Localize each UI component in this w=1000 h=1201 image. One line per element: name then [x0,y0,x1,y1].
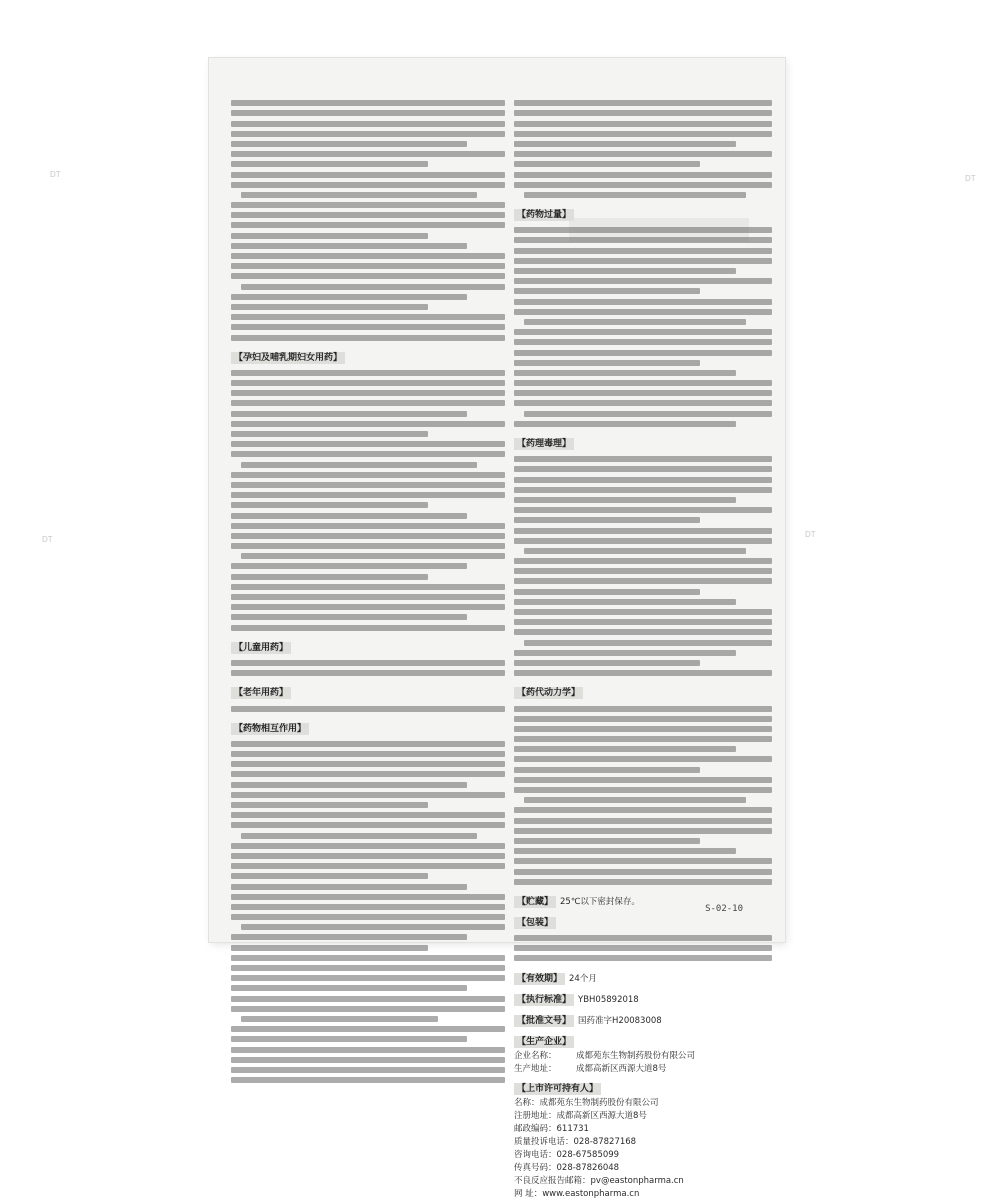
left-intro-text-line [231,161,428,167]
left-section-3-text-line [231,1006,505,1012]
right-intro-text-line [514,182,772,188]
right-section-3-value: 25℃以下密封保存。 [560,896,640,907]
left-section-2-heading: 【老年用药】 [231,687,291,699]
mah-fax-label: 传真号码： [514,1162,557,1173]
left-section-3-text-line [231,1057,505,1063]
right-section-0-text-line [514,299,772,305]
right-section-4-text-line [514,935,772,941]
right-section-0-text-line [524,319,746,325]
left-section-0-text-line [231,482,505,488]
left-section-0-heading: 【孕妇及哺乳期妇女用药】 [231,352,345,364]
right-section-0-text-line [524,411,772,417]
address-row [514,1063,772,1076]
left-section-0-text-line [231,523,505,529]
left-section-0-text-line [231,614,467,620]
right-section-0-text-line [514,370,736,376]
right-section-7-heading: 【批准文号】 [514,1015,574,1027]
right-section-1-heading: 【药理毒理】 [514,438,574,450]
right-section-1-text-line [514,528,772,534]
right-section-2-text-line [514,869,772,875]
right-intro-text-line [514,131,772,137]
right-section-0-text-line [514,227,772,233]
right-section-2-text-line [514,756,772,762]
right-section-0-text-line [514,329,772,335]
left-section-3-text-line [231,904,505,910]
left-section-3-text-line [241,1016,438,1022]
left-intro-text-line [231,304,428,310]
right-section-2-text-line [514,828,772,834]
left-section-0-text-line [231,533,505,539]
left-section-3-text-line [241,833,477,839]
watermark-left: DT [50,170,61,179]
mah-consult-phone-row [514,1149,772,1162]
left-intro-text-line [231,314,505,320]
right-section-0-text-line [514,400,772,406]
left-intro-text-line [231,263,505,269]
mah-name-label: 名称： [514,1097,540,1108]
mah-complaint-phone-value: 028-87827168 [573,1136,637,1147]
left-intro-text-line [231,294,467,300]
right-section-6-heading: 【执行标准】 [514,994,574,1006]
mah-address-label: 注册地址： [514,1110,557,1121]
left-intro-text-line [231,151,505,157]
right-section-1-text-line [514,558,772,564]
mah-email-row [514,1175,772,1188]
right-section-1-text-line [514,538,772,544]
right-section-2-text-line [524,797,746,803]
left-section-3-text-line [231,843,505,849]
left-section-3-text-line [231,853,505,859]
right-intro-text-line [524,192,746,198]
left-section-3-text-line [231,1026,505,1032]
address-label: 生产地址： [514,1063,557,1074]
mah-email-label: 不良反应报告邮箱： [514,1175,591,1186]
left-intro-text-line [231,253,505,259]
left-section-3-text-line [231,741,505,747]
left-intro-text-line [231,202,505,208]
left-section-3-text-line [231,782,467,788]
left-section-0-text-line [231,574,428,580]
left-section-0-text-line [231,390,505,396]
left-section-3-text-line [231,894,505,900]
left-section-3-text-line [231,945,428,951]
left-intro-text-line [241,192,477,198]
right-section-0-text-line [514,237,772,243]
left-section-3-text-line [231,751,505,757]
leaflet-sheet [209,58,785,1199]
right-section-1-text-line [514,466,772,472]
watermark-left-2: DT [42,535,53,544]
right-section-0-text-line [514,339,772,345]
mah-block [514,1076,772,1201]
left-intro-text-line [231,182,505,188]
mah-fax-row [514,1162,772,1175]
right-section-2-text-line [514,767,700,773]
mah-name-value: 成都苑东生物制药股份有限公司 [539,1097,659,1108]
mah-email-value: pv@eastonpharma.cn [590,1175,684,1186]
right-section-1-text-line [514,619,772,625]
left-section-3-text-line [231,1067,505,1073]
right-section-1-text-line [524,640,772,646]
company-name: 成都苑东生物制药股份有限公司 [576,1050,696,1061]
watermark-right: DT [965,174,976,183]
left-intro-text-line [231,141,467,147]
left-section-0-text-line [231,370,505,376]
right-intro-text-line [514,100,772,106]
left-section-0-text-line [231,502,428,508]
left-section-3-heading: 【药物相互作用】 [231,723,309,735]
right-section-2-text-line [514,848,736,854]
mah-complaint-phone-label: 质量投诉电话： [514,1136,574,1147]
left-section-3-text-line [231,914,505,920]
right-section-1-text-line [514,609,772,615]
left-section-1-text-line [231,670,505,676]
right-section-1-text-line [514,660,700,666]
mah-complaint-phone-row [514,1136,772,1149]
manufacturer-heading: 【生产企业】 [514,1036,574,1048]
right-section-4-text-line [514,945,772,951]
left-intro-text-line [231,335,505,341]
mah-address-value: 成都高新区西源大道8号 [556,1110,647,1121]
left-column [231,96,505,1087]
right-section-2-text-line [514,777,772,783]
left-section-3-text-line [231,792,505,798]
mah-postcode-label: 邮政编码： [514,1123,557,1134]
left-section-0-text-line [231,380,505,386]
left-intro-text-line [231,172,505,178]
right-intro-text-line [514,121,772,127]
left-section-3-text-line [231,863,505,869]
right-section-0-text-line [514,421,736,427]
right-section-1-text-line [514,487,772,493]
mah-postcode-row [514,1123,772,1136]
left-section-0-text-line [241,462,477,468]
left-section-3-text-line [231,884,467,890]
right-section-0-text-line [514,360,700,366]
right-section-0-text-line [514,288,700,294]
left-section-0-text-line [231,594,505,600]
left-section-0-text-line [231,441,505,447]
left-section-0-text-line [231,451,505,457]
mah-fax-value: 028-87826048 [556,1162,620,1173]
right-section-2-text-line [514,716,772,722]
right-section-0-text-line [514,258,772,264]
right-section-2-text-line [514,858,772,864]
right-section-3-heading: 【贮藏】 [514,896,556,908]
right-section-1-text-line [514,670,772,676]
left-section-3-text-line [231,812,505,818]
left-section-3-text-line [231,873,428,879]
right-intro-text-line [514,172,772,178]
address-value: 成都高新区西源大道8号 [576,1063,667,1074]
left-section-3-text-line [231,985,467,991]
right-section-0-text-line [514,390,772,396]
mah-website-label: 网 址： [514,1188,543,1199]
right-intro-text-line [514,161,700,167]
left-section-2-text-line [231,706,505,712]
right-section-1-text-line [514,568,772,574]
left-intro-text-line [231,222,505,228]
left-section-0-text-line [231,400,505,406]
left-intro-text-line [241,284,505,290]
left-section-3-text-line [231,802,428,808]
left-section-3-text-line [231,965,505,971]
right-section-0-text-line [514,380,772,386]
mah-address-row [514,1110,772,1123]
left-section-0-text-line [231,584,505,590]
mah-website-row [514,1188,772,1201]
right-section-2-text-line [514,879,772,885]
right-section-2-text-line [514,746,736,752]
right-section-1-text-line [514,517,700,523]
right-section-1-text-line [524,548,746,554]
right-section-0-text-line [514,248,772,254]
left-section-3-text-line [231,761,505,767]
right-section-2-text-line [514,838,700,844]
right-intro-text-line [514,151,772,157]
left-section-3-text-line [231,1077,505,1083]
right-section-0-text-line [514,268,736,274]
left-section-0-text-line [231,513,467,519]
left-section-0-text-line [231,625,505,631]
left-intro-text-line [231,121,505,127]
right-section-0-heading: 【药物过量】 [514,209,574,221]
right-section-5-heading: 【有效期】 [514,973,565,985]
left-section-3-text-line [231,1047,505,1053]
manufacturer-block [514,1029,772,1076]
left-intro-text-line [231,273,505,279]
left-intro-text-line [231,233,428,239]
left-section-1-text-line [231,660,505,666]
right-section-1-text-line [514,599,736,605]
left-section-3-text-line [231,1036,467,1042]
left-section-3-text-line [241,924,505,930]
right-section-4-heading: 【包装】 [514,917,556,929]
right-section-1-text-line [514,507,772,513]
left-section-3-text-line [231,996,505,1002]
right-section-1-text-line [514,477,772,483]
left-section-0-text-line [241,553,505,559]
mah-consult-phone-label: 咨询电话： [514,1149,557,1160]
left-section-0-text-line [231,543,505,549]
left-intro-text-line [231,110,505,116]
left-section-0-text-line [231,492,505,498]
mah-name-row [514,1097,772,1110]
right-section-2-text-line [514,807,772,813]
left-intro-text-line [231,100,505,106]
right-section-2-heading: 【药代动力学】 [514,687,583,699]
left-intro-text-line [231,324,505,330]
right-section-1-text-line [514,497,736,503]
right-section-2-text-line [514,706,772,712]
left-section-0-text-line [231,604,505,610]
left-section-3-text-line [231,975,505,981]
right-section-2-text-line [514,736,772,742]
left-section-0-text-line [231,431,428,437]
left-intro-text-line [231,212,505,218]
right-section-5-value: 24个月 [569,973,597,984]
right-column [514,96,772,1201]
left-section-3-text-line [231,955,505,961]
right-section-2-text-line [514,787,772,793]
right-section-1-text-line [514,589,700,595]
left-intro-text-line [231,243,467,249]
right-section-7-value: 国药准字H20083008 [578,1015,662,1026]
right-section-1-text-line [514,578,772,584]
left-section-3-text-line [231,771,505,777]
right-section-0-text-line [514,350,772,356]
left-section-3-text-line [231,822,505,828]
left-intro-text-line [231,131,505,137]
left-section-0-text-line [231,563,467,569]
company-row [514,1050,772,1063]
company-label: 企业名称： [514,1050,557,1061]
right-section-2-text-line [514,726,772,732]
right-section-0-text-line [514,278,772,284]
left-section-0-text-line [231,421,505,427]
right-intro-text-line [514,110,772,116]
left-section-3-text-line [231,934,467,940]
right-section-1-text-line [514,629,772,635]
right-section-4-text-line [514,955,772,961]
right-section-1-text-line [514,456,772,462]
right-section-2-text-line [514,818,772,824]
mah-postcode-value: 611731 [556,1123,589,1134]
left-section-0-text-line [231,411,467,417]
page-code: S-02-10 [705,904,743,914]
right-section-6-value: YBH05892018 [578,994,639,1005]
left-section-1-heading: 【儿童用药】 [231,642,291,654]
right-section-1-text-line [514,650,736,656]
mah-heading: 【上市许可持有人】 [514,1083,601,1095]
mah-website-value: www.eastonpharma.cn [542,1188,640,1199]
right-intro-text-line [514,141,736,147]
right-section-0-text-line [514,309,772,315]
left-section-0-text-line [231,472,505,478]
mah-consult-phone-value: 028-67585099 [556,1149,620,1160]
watermark-right-2: DT [805,530,816,539]
